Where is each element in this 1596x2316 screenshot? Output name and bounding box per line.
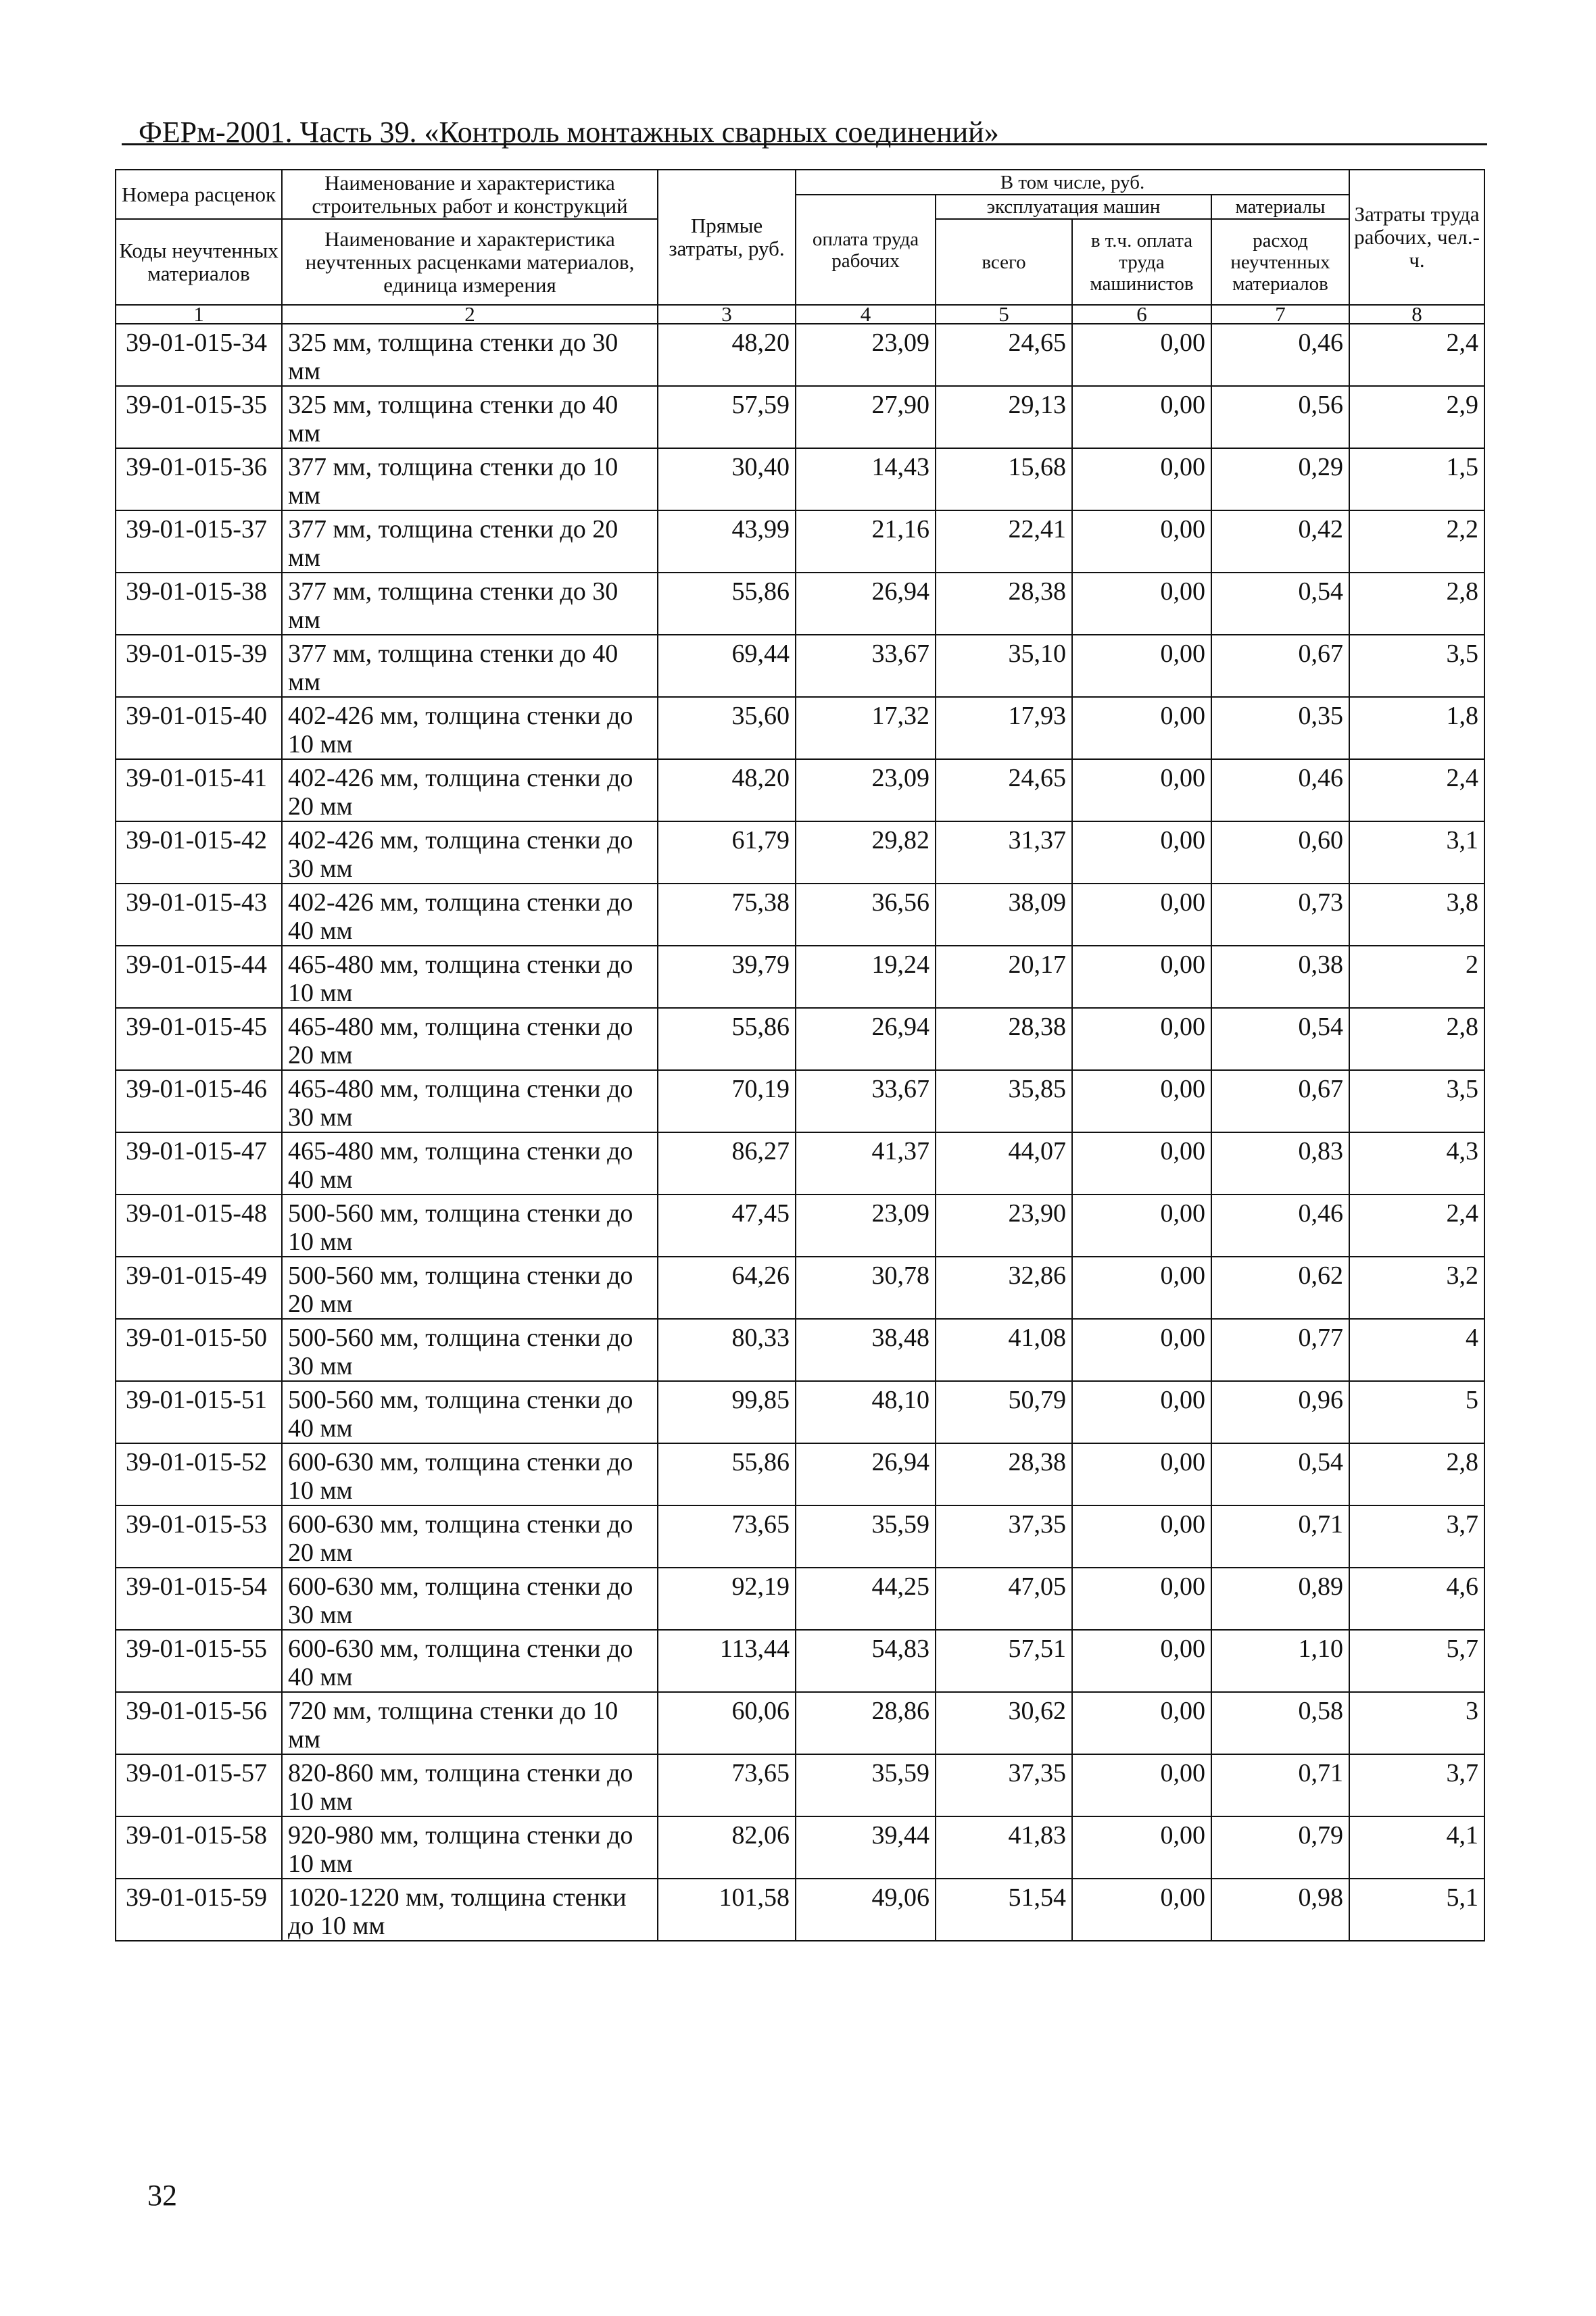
operator-wages-cell: 0,00: [1072, 884, 1211, 946]
machine-costs-cell: 30,62: [936, 1692, 1072, 1754]
rate-code-cell: 39-01-015-55: [116, 1630, 282, 1692]
worker-wages-cell: 21,16: [796, 510, 936, 573]
labor-hours-cell: 3: [1349, 1692, 1484, 1754]
worker-wages-cell: 35,59: [796, 1754, 936, 1816]
material-costs-cell: 0,54: [1211, 573, 1349, 635]
table-row: [116, 821, 1484, 884]
header-machines-total: всего: [936, 219, 1072, 305]
operator-wages-cell: 0,00: [1072, 946, 1211, 1008]
machine-costs-cell: 35,85: [936, 1070, 1072, 1132]
work-description-cell: 500-560 мм, толщина стенки до 40 мм: [282, 1381, 658, 1443]
machine-costs-cell: 28,38: [936, 573, 1072, 635]
machine-costs-cell: 50,79: [936, 1381, 1072, 1443]
labor-hours-cell: 2,2: [1349, 510, 1484, 573]
machine-costs-cell: 29,13: [936, 386, 1072, 448]
operator-wages-cell: 0,00: [1072, 1816, 1211, 1879]
material-costs-cell: 0,46: [1211, 759, 1349, 821]
labor-hours-cell: 2,4: [1349, 1195, 1484, 1257]
work-description-cell: 402-426 мм, толщина стенки до 40 мм: [282, 884, 658, 946]
table-row: [116, 1443, 1484, 1505]
material-costs-cell: 0,89: [1211, 1568, 1349, 1630]
worker-wages-cell: 41,37: [796, 1132, 936, 1195]
labor-hours-cell: 4,6: [1349, 1568, 1484, 1630]
table-row: [116, 1319, 1484, 1381]
direct-costs-cell: 92,19: [658, 1568, 796, 1630]
operator-wages-cell: 0,00: [1072, 1568, 1211, 1630]
direct-costs-cell: 69,44: [658, 635, 796, 697]
material-costs-cell: 0,29: [1211, 448, 1349, 510]
table-row: [116, 635, 1484, 697]
worker-wages-cell: 30,78: [796, 1257, 936, 1319]
header-worker-wages: оплата труда рабочих: [796, 195, 936, 305]
rate-code-cell: 39-01-015-54: [116, 1568, 282, 1630]
worker-wages-cell: 23,09: [796, 324, 936, 386]
rate-code-cell: 39-01-015-53: [116, 1505, 282, 1568]
column-number: 3: [658, 305, 796, 324]
operator-wages-cell: 0,00: [1072, 697, 1211, 759]
operator-wages-cell: 0,00: [1072, 635, 1211, 697]
machine-costs-cell: 23,90: [936, 1195, 1072, 1257]
material-costs-cell: 0,54: [1211, 1443, 1349, 1505]
material-costs-cell: 0,83: [1211, 1132, 1349, 1195]
worker-wages-cell: 33,67: [796, 1070, 936, 1132]
worker-wages-cell: 54,83: [796, 1630, 936, 1692]
work-description-cell: 377 мм, толщина стенки до 40 мм: [282, 635, 658, 697]
work-description-cell: 600-630 мм, толщина стенки до 40 мм: [282, 1630, 658, 1692]
table-row: [116, 1879, 1484, 1941]
rate-code-cell: 39-01-015-35: [116, 386, 282, 448]
work-description-cell: 500-560 мм, толщина стенки до 30 мм: [282, 1319, 658, 1381]
material-costs-cell: 0,79: [1211, 1816, 1349, 1879]
material-costs-cell: 0,67: [1211, 1070, 1349, 1132]
machine-costs-cell: 41,08: [936, 1319, 1072, 1381]
operator-wages-cell: 0,00: [1072, 1132, 1211, 1195]
work-description-cell: 600-630 мм, толщина стенки до 30 мм: [282, 1568, 658, 1630]
material-costs-cell: 0,35: [1211, 697, 1349, 759]
material-costs-cell: 0,73: [1211, 884, 1349, 946]
table-row: [116, 946, 1484, 1008]
column-number: 6: [1072, 305, 1211, 324]
work-description-cell: 600-630 мм, толщина стенки до 10 мм: [282, 1443, 658, 1505]
material-costs-cell: 0,62: [1211, 1257, 1349, 1319]
direct-costs-cell: 73,65: [658, 1754, 796, 1816]
rate-code-cell: 39-01-015-37: [116, 510, 282, 573]
labor-hours-cell: 4,1: [1349, 1816, 1484, 1879]
direct-costs-cell: 61,79: [658, 821, 796, 884]
labor-hours-cell: 5: [1349, 1381, 1484, 1443]
rate-code-cell: 39-01-015-52: [116, 1443, 282, 1505]
material-costs-cell: 0,96: [1211, 1381, 1349, 1443]
machine-costs-cell: 20,17: [936, 946, 1072, 1008]
worker-wages-cell: 23,09: [796, 759, 936, 821]
direct-costs-cell: 55,86: [658, 1008, 796, 1070]
rate-code-cell: 39-01-015-47: [116, 1132, 282, 1195]
rate-code-cell: 39-01-015-40: [116, 697, 282, 759]
page-number: 32: [147, 2179, 177, 2212]
column-number: 8: [1349, 305, 1484, 324]
work-description-cell: 402-426 мм, толщина стенки до 30 мм: [282, 821, 658, 884]
worker-wages-cell: 38,48: [796, 1319, 936, 1381]
work-description-cell: 377 мм, толщина стенки до 30 мм: [282, 573, 658, 635]
labor-hours-cell: 2,4: [1349, 759, 1484, 821]
worker-wages-cell: 23,09: [796, 1195, 936, 1257]
work-description-cell: 465-480 мм, толщина стенки до 10 мм: [282, 946, 658, 1008]
machine-costs-cell: 47,05: [936, 1568, 1072, 1630]
labor-hours-cell: 2: [1349, 946, 1484, 1008]
labor-hours-cell: 2,4: [1349, 324, 1484, 386]
labor-hours-cell: 3,1: [1349, 821, 1484, 884]
table-header: [116, 170, 1484, 324]
work-description-cell: 377 мм, толщина стенки до 20 мм: [282, 510, 658, 573]
table-row: [116, 1568, 1484, 1630]
rate-code-cell: 39-01-015-56: [116, 1692, 282, 1754]
work-description-cell: 402-426 мм, толщина стенки до 20 мм: [282, 759, 658, 821]
rate-code-cell: 39-01-015-51: [116, 1381, 282, 1443]
table-row: [116, 1692, 1484, 1754]
direct-costs-cell: 30,40: [658, 448, 796, 510]
worker-wages-cell: 27,90: [796, 386, 936, 448]
worker-wages-cell: 14,43: [796, 448, 936, 510]
direct-costs-cell: 48,20: [658, 324, 796, 386]
material-costs-cell: 0,46: [1211, 324, 1349, 386]
operator-wages-cell: 0,00: [1072, 1879, 1211, 1941]
table-row: [116, 1630, 1484, 1692]
worker-wages-cell: 26,94: [796, 573, 936, 635]
operator-wages-cell: 0,00: [1072, 821, 1211, 884]
worker-wages-cell: 29,82: [796, 821, 936, 884]
worker-wages-cell: 17,32: [796, 697, 936, 759]
labor-hours-cell: 3,5: [1349, 1070, 1484, 1132]
direct-costs-cell: 80,33: [658, 1319, 796, 1381]
header-direct-costs: Прямые затраты, руб.: [658, 170, 796, 305]
column-number: 2: [282, 305, 658, 324]
material-costs-cell: 0,71: [1211, 1505, 1349, 1568]
operator-wages-cell: 0,00: [1072, 1381, 1211, 1443]
operator-wages-cell: 0,00: [1072, 1443, 1211, 1505]
machine-costs-cell: 37,35: [936, 1754, 1072, 1816]
material-costs-cell: 0,67: [1211, 635, 1349, 697]
header-materials: материалы: [1211, 195, 1349, 219]
material-costs-cell: 0,71: [1211, 1754, 1349, 1816]
direct-costs-cell: 55,86: [658, 1443, 796, 1505]
direct-costs-cell: 48,20: [658, 759, 796, 821]
column-number: 4: [796, 305, 936, 324]
operator-wages-cell: 0,00: [1072, 1257, 1211, 1319]
material-costs-cell: 0,98: [1211, 1879, 1349, 1941]
direct-costs-cell: 43,99: [658, 510, 796, 573]
rate-code-cell: 39-01-015-39: [116, 635, 282, 697]
rate-code-cell: 39-01-015-34: [116, 324, 282, 386]
direct-costs-cell: 64,26: [658, 1257, 796, 1319]
machine-costs-cell: 22,41: [936, 510, 1072, 573]
worker-wages-cell: 36,56: [796, 884, 936, 946]
machine-costs-cell: 31,37: [936, 821, 1072, 884]
material-costs-cell: 0,54: [1211, 1008, 1349, 1070]
work-description-cell: 600-630 мм, толщина стенки до 20 мм: [282, 1505, 658, 1568]
table-row: [116, 697, 1484, 759]
machine-costs-cell: 15,68: [936, 448, 1072, 510]
worker-wages-cell: 33,67: [796, 635, 936, 697]
material-costs-cell: 1,10: [1211, 1630, 1349, 1692]
worker-wages-cell: 44,25: [796, 1568, 936, 1630]
operator-wages-cell: 0,00: [1072, 448, 1211, 510]
table-row: [116, 884, 1484, 946]
labor-hours-cell: 2,8: [1349, 1443, 1484, 1505]
operator-wages-cell: 0,00: [1072, 1692, 1211, 1754]
column-number: 1: [116, 305, 282, 324]
direct-costs-cell: 73,65: [658, 1505, 796, 1568]
column-number-row: [116, 305, 1484, 324]
operator-wages-cell: 0,00: [1072, 573, 1211, 635]
table-row: [116, 1381, 1484, 1443]
header-material-consumption: расход неучтенных материалов: [1211, 219, 1349, 305]
operator-wages-cell: 0,00: [1072, 759, 1211, 821]
table-row: [116, 386, 1484, 448]
rate-code-cell: 39-01-015-38: [116, 573, 282, 635]
worker-wages-cell: 48,10: [796, 1381, 936, 1443]
machine-costs-cell: 24,65: [936, 759, 1072, 821]
operator-wages-cell: 0,00: [1072, 324, 1211, 386]
table-row: [116, 1816, 1484, 1879]
table-row: [116, 324, 1484, 386]
labor-hours-cell: 3,5: [1349, 635, 1484, 697]
table-row: [116, 1195, 1484, 1257]
work-description-cell: 1020-1220 мм, толщина стенки до 10 мм: [282, 1879, 658, 1941]
header-material-codes: Коды неучтенных материалов: [116, 219, 282, 305]
direct-costs-cell: 82,06: [658, 1816, 796, 1879]
table-body: [116, 324, 1484, 1941]
material-costs-cell: 0,42: [1211, 510, 1349, 573]
rate-code-cell: 39-01-015-36: [116, 448, 282, 510]
machine-costs-cell: 57,51: [936, 1630, 1072, 1692]
operator-wages-cell: 0,00: [1072, 510, 1211, 573]
direct-costs-cell: 35,60: [658, 697, 796, 759]
rate-code-cell: 39-01-015-48: [116, 1195, 282, 1257]
table-row: [116, 1754, 1484, 1816]
rate-code-cell: 39-01-015-44: [116, 946, 282, 1008]
operator-wages-cell: 0,00: [1072, 1195, 1211, 1257]
header-machine-operation: эксплуатация машин: [936, 195, 1211, 219]
labor-hours-cell: 3,8: [1349, 884, 1484, 946]
worker-wages-cell: 35,59: [796, 1505, 936, 1568]
table-row: [116, 1132, 1484, 1195]
direct-costs-cell: 101,58: [658, 1879, 796, 1941]
rate-code-cell: 39-01-015-41: [116, 759, 282, 821]
machine-costs-cell: 35,10: [936, 635, 1072, 697]
table-row: [116, 510, 1484, 573]
worker-wages-cell: 28,86: [796, 1692, 936, 1754]
direct-costs-cell: 86,27: [658, 1132, 796, 1195]
material-costs-cell: 0,56: [1211, 386, 1349, 448]
work-description-cell: 720 мм, толщина стенки до 10 мм: [282, 1692, 658, 1754]
machine-costs-cell: 28,38: [936, 1008, 1072, 1070]
worker-wages-cell: 26,94: [796, 1443, 936, 1505]
operator-wages-cell: 0,00: [1072, 1319, 1211, 1381]
operator-wages-cell: 0,00: [1072, 1008, 1211, 1070]
rate-code-cell: 39-01-015-45: [116, 1008, 282, 1070]
header-operator-wages: в т.ч. оплата труда машинистов: [1072, 219, 1211, 305]
work-description-cell: 500-560 мм, толщина стенки до 10 мм: [282, 1195, 658, 1257]
operator-wages-cell: 0,00: [1072, 1630, 1211, 1692]
direct-costs-cell: 113,44: [658, 1630, 796, 1692]
labor-hours-cell: 1,5: [1349, 448, 1484, 510]
table-row: [116, 448, 1484, 510]
table-row: [116, 573, 1484, 635]
operator-wages-cell: 0,00: [1072, 1070, 1211, 1132]
header-rate-number: Номера расценок: [116, 170, 282, 219]
work-description-cell: 325 мм, толщина стенки до 30 мм: [282, 324, 658, 386]
rate-code-cell: 39-01-015-59: [116, 1879, 282, 1941]
machine-costs-cell: 32,86: [936, 1257, 1072, 1319]
work-description-cell: 820-860 мм, толщина стенки до 10 мм: [282, 1754, 658, 1816]
work-description-cell: 465-480 мм, толщина стенки до 40 мм: [282, 1132, 658, 1195]
rate-code-cell: 39-01-015-46: [116, 1070, 282, 1132]
worker-wages-cell: 39,44: [796, 1816, 936, 1879]
machine-costs-cell: 41,83: [936, 1816, 1072, 1879]
machine-costs-cell: 37,35: [936, 1505, 1072, 1568]
machine-costs-cell: 44,07: [936, 1132, 1072, 1195]
work-description-cell: 377 мм, толщина стенки до 10 мм: [282, 448, 658, 510]
labor-hours-cell: 4: [1349, 1319, 1484, 1381]
direct-costs-cell: 75,38: [658, 884, 796, 946]
column-number: 7: [1211, 305, 1349, 324]
table-row: [116, 1008, 1484, 1070]
work-description-cell: 920-980 мм, толщина стенки до 10 мм: [282, 1816, 658, 1879]
labor-hours-cell: 3,7: [1349, 1505, 1484, 1568]
material-costs-cell: 0,58: [1211, 1692, 1349, 1754]
labor-hours-cell: 2,8: [1349, 573, 1484, 635]
header-work-name: Наименование и характеристика строительных работ и конструкций: [282, 170, 658, 219]
labor-hours-cell: 2,8: [1349, 1008, 1484, 1070]
work-description-cell: 325 мм, толщина стенки до 40 мм: [282, 386, 658, 448]
labor-hours-cell: 4,3: [1349, 1132, 1484, 1195]
work-description-cell: 465-480 мм, толщина стенки до 30 мм: [282, 1070, 658, 1132]
worker-wages-cell: 49,06: [796, 1879, 936, 1941]
machine-costs-cell: 17,93: [936, 697, 1072, 759]
table-row: [116, 1505, 1484, 1568]
material-costs-cell: 0,38: [1211, 946, 1349, 1008]
direct-costs-cell: 55,86: [658, 573, 796, 635]
header-including-group: В том числе, руб.: [796, 170, 1349, 195]
direct-costs-cell: 57,59: [658, 386, 796, 448]
labor-hours-cell: 5,1: [1349, 1879, 1484, 1941]
rate-code-cell: 39-01-015-57: [116, 1754, 282, 1816]
material-costs-cell: 0,77: [1211, 1319, 1349, 1381]
table-row: [116, 759, 1484, 821]
operator-wages-cell: 0,00: [1072, 1505, 1211, 1568]
rate-code-cell: 39-01-015-42: [116, 821, 282, 884]
direct-costs-cell: 39,79: [658, 946, 796, 1008]
labor-hours-cell: 1,8: [1349, 697, 1484, 759]
labor-hours-cell: 2,9: [1349, 386, 1484, 448]
rate-code-cell: 39-01-015-50: [116, 1319, 282, 1381]
material-costs-cell: 0,46: [1211, 1195, 1349, 1257]
material-costs-cell: 0,60: [1211, 821, 1349, 884]
table-row: [116, 1070, 1484, 1132]
rate-code-cell: 39-01-015-58: [116, 1816, 282, 1879]
work-description-cell: 465-480 мм, толщина стенки до 20 мм: [282, 1008, 658, 1070]
machine-costs-cell: 38,09: [936, 884, 1072, 946]
price-table: [115, 169, 1485, 1941]
page-title: ФЕРм-2001. Часть 39. «Контроль монтажных сварных соединений»: [139, 116, 999, 149]
direct-costs-cell: 47,45: [658, 1195, 796, 1257]
rate-code-cell: 39-01-015-43: [116, 884, 282, 946]
rate-code-cell: 39-01-015-49: [116, 1257, 282, 1319]
direct-costs-cell: 70,19: [658, 1070, 796, 1132]
work-description-cell: 500-560 мм, толщина стенки до 20 мм: [282, 1257, 658, 1319]
direct-costs-cell: 99,85: [658, 1381, 796, 1443]
labor-hours-cell: 3,2: [1349, 1257, 1484, 1319]
worker-wages-cell: 26,94: [796, 1008, 936, 1070]
operator-wages-cell: 0,00: [1072, 1754, 1211, 1816]
labor-hours-cell: 3,7: [1349, 1754, 1484, 1816]
machine-costs-cell: 28,38: [936, 1443, 1072, 1505]
machine-costs-cell: 51,54: [936, 1879, 1072, 1941]
operator-wages-cell: 0,00: [1072, 386, 1211, 448]
machine-costs-cell: 24,65: [936, 324, 1072, 386]
header-material-name: Наименование и характеристика неучтенных расценками материалов, единица измерения: [282, 219, 658, 305]
work-description-cell: 402-426 мм, толщина стенки до 10 мм: [282, 697, 658, 759]
worker-wages-cell: 19,24: [796, 946, 936, 1008]
table-row: [116, 1257, 1484, 1319]
column-number: 5: [936, 305, 1072, 324]
labor-hours-cell: 5,7: [1349, 1630, 1484, 1692]
title-divider: [122, 143, 1487, 145]
direct-costs-cell: 60,06: [658, 1692, 796, 1754]
header-labor-costs: Затраты труда рабочих, чел.-ч.: [1349, 170, 1484, 305]
